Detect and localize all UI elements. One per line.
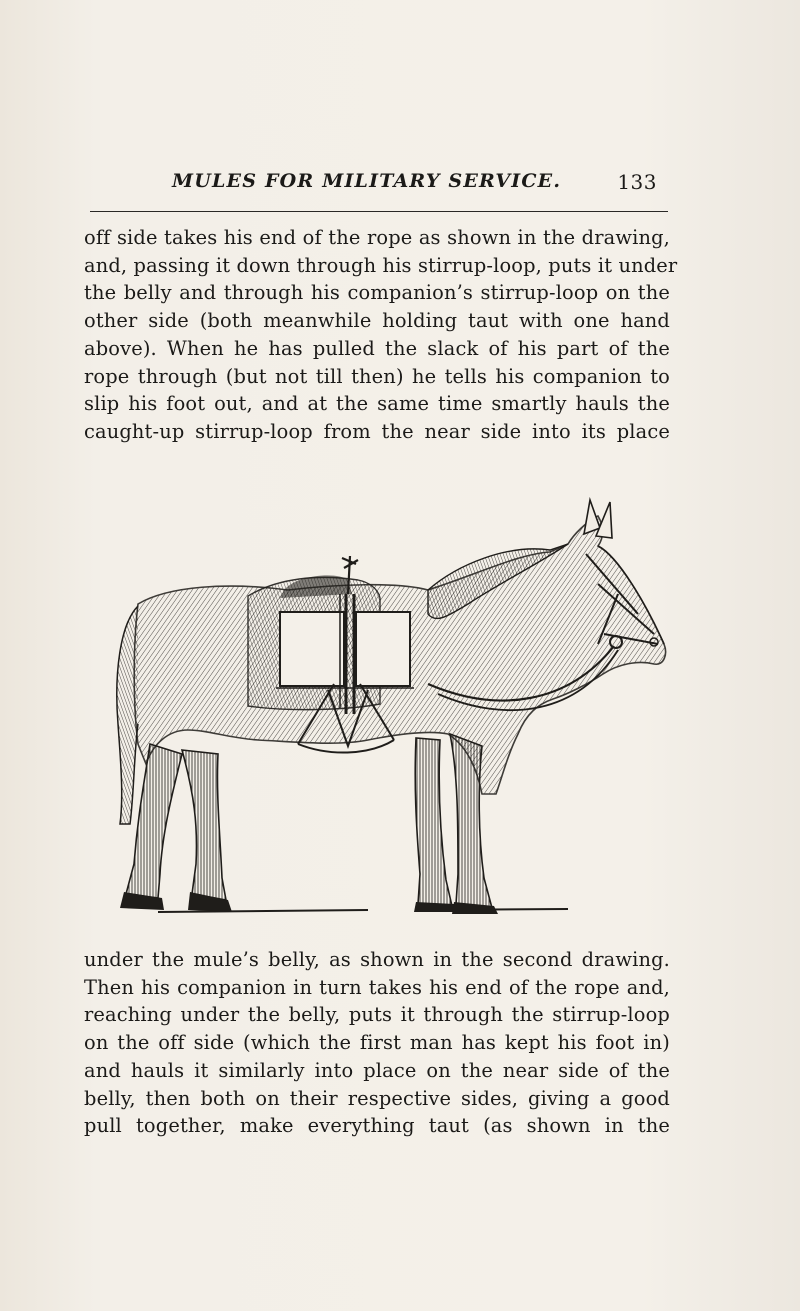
text-line: reaching under the belly, puts it through the stirrup-loop (84, 1003, 670, 1027)
text-line: and, passing it down through his stirrup-loop, puts it under (84, 253, 678, 277)
text-line: Then his companion in turn takes his end of the rope and, (84, 975, 670, 999)
text-line: on the off side (which the first man has kept his foot in) (84, 1031, 670, 1055)
text-line: off side takes his end of the rope as shown in the drawing, (84, 226, 670, 249)
text-line: slip his foot out, and at the same time smartly hauls the (84, 392, 670, 416)
page-number: 133 (617, 170, 657, 194)
text-line: the belly and through his companion’s stirrup-loop on the (84, 281, 670, 305)
text-line: rope through (but not till then) he tells his companion to (84, 364, 670, 388)
text-line: caught-up stirrup-loop from the near side into its place (84, 419, 670, 443)
mule-with-pack-saddle-icon (98, 494, 672, 918)
text-line: under the mule’s belly, as shown in the second drawing. (84, 948, 670, 971)
text-line: belly, then both on their respective sides, giving a good (84, 1086, 670, 1110)
text-line: pull together, make everything taut (as shown in the (84, 1114, 670, 1138)
text-line: and hauls it similarly into place on the near side of the (84, 1058, 670, 1082)
header-rule (90, 211, 668, 212)
paragraph-top (84, 224, 678, 446)
mule-illustration (98, 494, 672, 918)
text-line: above). When he has pulled the slack of his part of the (84, 336, 670, 360)
text-line: other side (both meanwhile holding taut with one hand (84, 309, 670, 333)
running-title: MULES FOR MILITARY SERVICE. (172, 170, 562, 192)
paragraph-bottom (84, 946, 670, 1140)
running-head (172, 168, 657, 204)
